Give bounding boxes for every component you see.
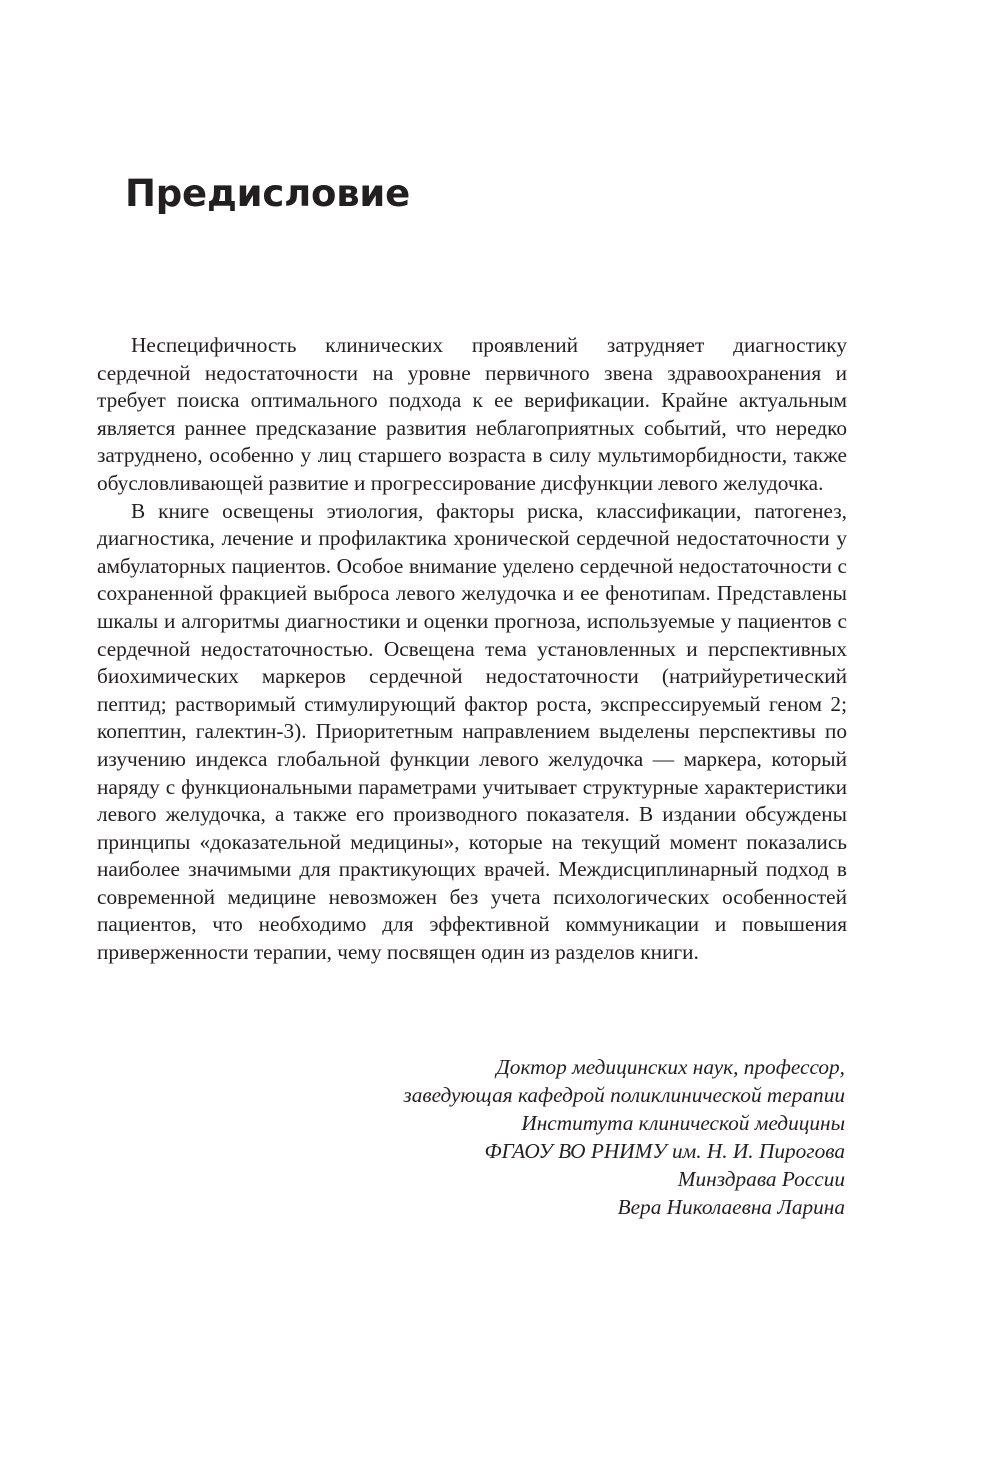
signature-author-name: Вера Николаевна Ларина: [617, 1195, 845, 1219]
signature-position: заведующая кафедрой поликлинической терапии: [403, 1083, 845, 1107]
author-signature: [300, 1053, 845, 1221]
paragraph: В книге освещены этиология, факторы риска, классификации, патогенез, диагностика, лечение и профилактика хронической сердечной недостаточности у амбулаторных пациентов. Особое внимание уделено сердечной недостаточности с сохраненной фракцией выброса левого желудочка и ее фенотипам. Представлены шкалы и алгоритмы диагностики и оценки прогноза, используемые у пациентов с сердечной недостаточностью. Освещена тема установленных и перспективных биохимических маркеров сердечной недостаточности (натрийуретический пептид; растворимый стимулирующий фактор роста, экспрессируемый геном 2; копептин, галектин-3). Приоритетным направлением выделены перспективы по изучению индекса глобальной функции левого желудочка — маркера, который наряду с функциональными параметрами учитывает структурные характеристики левого желудочка, а также его производного показателя. В издании обсуждены принципы «доказательной медицины», которые на текущий момент показались наиболее значимыми для практикующих врачей. Междисциплинарный подход в современной медицине невозможен без учета психологических особенностей пациентов, что необходимо для эффективной коммуникации и повышения приверженности терапии, чему посвящен один из разделов книги.: [97, 498, 847, 965]
signature-degree: Доктор медицинских наук, профессор,: [496, 1055, 845, 1079]
chapter-title: Предисловие: [125, 172, 411, 215]
paragraph: Неспецифичность клинических проявлений затрудняет диагностику сердечной недостаточности на уровне первичного звена здравоохранения и требует поиска оптимального подхода к ее верификации. Крайне актуальным является раннее предсказание развития неблагоприятных событий, что нередко затруднено, особенно у лиц старшего возраста в силу мультиморбидности, также обусловливающей развитие и прогрессирование дисфункции левого желудочка.: [97, 333, 847, 495]
signature-ministry: Минздрава России: [677, 1167, 845, 1191]
preface-body: [97, 332, 847, 967]
signature-institute: Института клинической медицины: [521, 1111, 845, 1135]
signature-university: ФГАОУ ВО РНИМУ им. Н. И. Пирогова: [484, 1139, 845, 1163]
